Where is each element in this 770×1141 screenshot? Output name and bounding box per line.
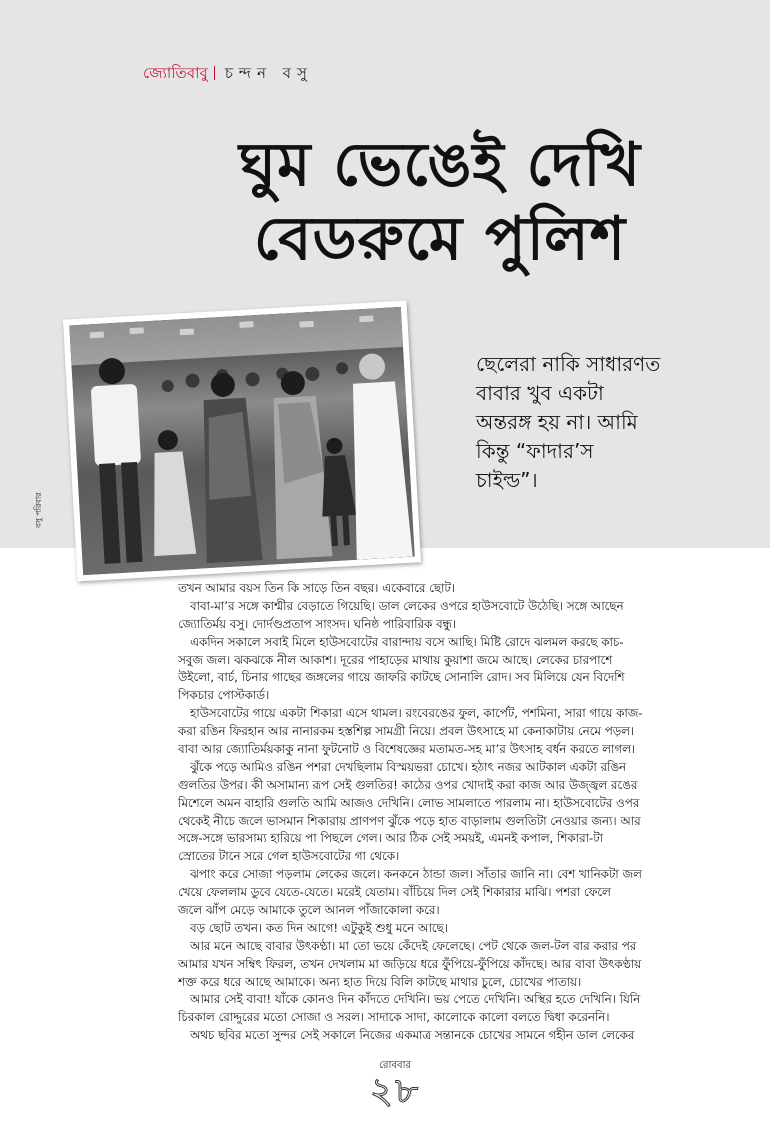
section-label: জ্যোতিবাবু	[143, 64, 208, 82]
body-line: জ্যোতির্ময় বসু। দোর্দণ্ডপ্রতাপ সাংসদ। ঘনিষ্ঠ পারিবারিক বন্ধু।	[178, 616, 457, 631]
body-line: অথচ ছবির মতো সুন্দর সেই সকালে নিজের একমাত্র সন্তানকে চোখের সামনে গহীন ডাল লেকের	[190, 1028, 635, 1043]
pullquote-line: চাইল্ড”।	[476, 468, 538, 492]
photo-frame	[63, 301, 421, 582]
headline-line-1: ঘুম ভেঙেই দেখি	[239, 130, 641, 200]
family-photo-image	[69, 307, 414, 575]
kicker-divider	[214, 66, 215, 80]
body-line: শক্ত করে ধরে আছে আমাকে। অন্য হাত দিয়ে বিলি কাটছে মাথার চুলে, চোখের পাতায়।	[178, 974, 582, 989]
body-line: চিরকাল রোদ্দুরের মতো সোজা ও সরল। সাদাকে সাদা, কালোকে কালো বলতে দ্বিধা করেননি।	[178, 1010, 610, 1025]
body-line: ঝুঁকে পড়ে আমিও রঙিন পশরা দেখছিলাম বিস্ময়ভরা চোখে। হঠাৎ নজর আটকাল একটা রঙিন	[190, 759, 627, 774]
body-line: করা রঙিন ফিরহান আর নানারকম হস্তশিল্প সামগ্রী নিয়ে। প্রবল উৎসাহে মা কেনাকাটায় নেমে পড়ল।	[178, 724, 635, 739]
photo-credit: বসু পরিবার	[34, 492, 43, 528]
body-line: খেয়ে ফেললাম ডুবে যেতে-যেতে। মরেই যেতাম। বাঁচিয়ে দিল সেই শিকারার মাঝি। পশরা ফেলে	[178, 885, 611, 900]
body-line: আর মনে আছে বাবার উৎকণ্ঠা। মা তো ভয়ে কেঁদেই ফেলেছে। পেট থেকে জল-টল বার করার পর	[190, 938, 637, 953]
body-line: থেকেই নীচে জলে ভাসমান শিকারায় প্রাণপণ ঝুঁকে পড়ে হাত বাড়ালাম গুলতিটা নেওয়ার জন্য। আর	[178, 813, 641, 828]
body-line: বাবা-মা’র সঙ্গে কাশ্মীর বেড়াতে গিয়েছি। ডাল লেকের ওপরে হাউসবোটে উঠেছি। সঙ্গে আছেন	[190, 598, 624, 613]
body-line: মিশেলে অমন বাহারি গুলতি আমি আজও দেখিনি। লোভ সামলাতে পারলাম না। হাউসবোটের ওপর	[178, 795, 640, 810]
magazine-label: রোববার	[379, 1060, 411, 1071]
body-line: হাউসবোটের গায়ে একটা শিকারা এসে থামল। রংবেরঙের ফুল, কার্পেট, পশমিনা, সারা গায়ে কাজ-	[190, 706, 643, 721]
body-line: সবুজ জল। ঝকঝকে নীল আকাশ। দূরের পাহাড়ের মাথায় কুয়াশা জমে আছে। লেকের চারপাশে	[178, 652, 613, 667]
author-byline: চন্দন বসু	[224, 64, 313, 82]
body-line: বড় ছোট তখন। কত দিন আগে! এটুকুই শুধু মনে আছে।	[190, 920, 448, 935]
body-line: উইলো, বার্চ, চিনার গাছের জঙ্গলের গায়ে জাফরি কাটছে সোনালি রোদ। সব মিলিয়ে যেন বিদেশি	[178, 670, 625, 685]
page-number: ২৮	[369, 1071, 421, 1112]
headline-line-2: বেডরুমে পুলিশ	[253, 204, 627, 274]
body-line: গুলতির উপর। কী অসামান্য রূপ সেই গুলতির! কাঠের ওপর খোদাই করা কাজ আর উজ্জ্বল রঙের	[178, 777, 638, 792]
article-body	[178, 580, 698, 1045]
pullquote-line: কিন্তু “ফাদার’স	[476, 439, 594, 463]
kicker	[143, 62, 313, 84]
body-line: সঙ্গে-সঙ্গে ভারসাম্য হারিয়ে পা পিছলে গেল। আর ঠিক সেই সময়ই, এমনই কপাল, শিকারা-টা	[178, 831, 604, 846]
pullquote-line: অন্তরঙ্গ হয় না। আমি	[476, 410, 638, 434]
body-line: ঝপাং করে সোজা পড়লাম লেকের জলে। কনকনে ঠান্ডা জল। সাঁতার জানি না। বেশ খানিকটা জল	[190, 867, 642, 882]
body-line: আমার সেই বাবা! যাঁকে কোনও দিন কাঁদতে দেখিনি। ভয় পেতে দেখিনি। অস্থির হতে দেখিনি। যিনি	[190, 992, 641, 1007]
pullquote-line: ছেলেরা নাকি সাধারণত	[476, 352, 661, 376]
body-line: জলে ঝাঁপ মেড়ে আমাকে তুলে আনল পাঁজাকোলা করে।	[178, 903, 440, 918]
body-line: পিকচার পোস্টকার্ড।	[178, 688, 270, 703]
family-photo	[69, 307, 414, 575]
pullquote	[476, 350, 706, 495]
body-line: আমার যখন সম্বিৎ ফিরল, তখন দেখলাম মা জড়িয়ে ধরে ফুঁপিয়ে-ফুঁপিয়ে কাঁদছে। আর বাবা উৎকণ্ঠায়	[178, 956, 642, 971]
body-line: স্রোতের টানে সরে গেল হাউসবোটের গা থেকে।	[178, 849, 400, 864]
headline	[190, 128, 690, 276]
pullquote-line: বাবার খুব একটা	[476, 381, 604, 405]
body-line: বাবা আর জ্যোতির্ময়কাকু নানা ফুটনোট ও বিশেষজ্ঞের মতামত-সহ মা’র উৎসাহ বর্ধন করতে লাগল।	[178, 742, 636, 757]
body-line: তখন আমার বয়স তিন কি সাড়ে তিন বছর। একেবারে ছোট।	[178, 581, 456, 595]
body-line: একদিন সকালে সবাই মিলে হাউসবোটের বারান্দায় বসে আছি। মিষ্টি রোদে ঝলমল করছে কাচ-	[190, 634, 624, 649]
